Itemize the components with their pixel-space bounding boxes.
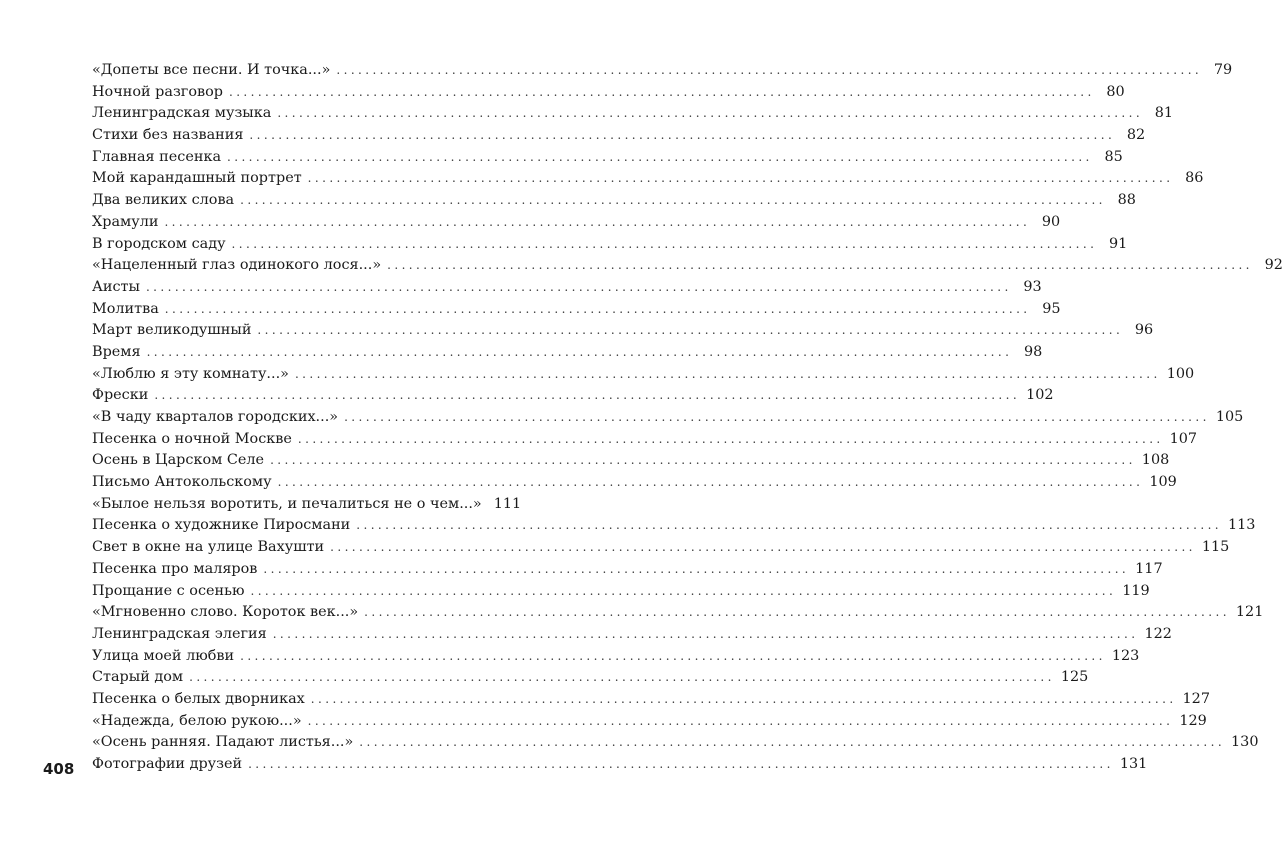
dot-leader: ........................................................................................................................ xyxy=(277,106,1144,121)
toc-entry xyxy=(92,494,522,516)
toc-entry-page: 117 xyxy=(1135,560,1163,577)
toc-entry-page: 125 xyxy=(1060,669,1089,686)
toc-entry-page: 82 xyxy=(1126,127,1146,144)
toc-entry-title: «Надежда, белою рукою...» xyxy=(92,712,302,729)
dot-leader: ........................................................................................................................ xyxy=(356,518,1222,533)
toc-entry-title: «Нацеленный глаз одинокого лося...» xyxy=(92,257,382,274)
toc-entry xyxy=(92,515,1256,537)
toc-entry-title: Свет в окне на улице Вахушти xyxy=(92,539,325,556)
toc-entry-page: 122 xyxy=(1144,625,1172,642)
toc-entry-page: 79 xyxy=(1213,62,1233,78)
dot-leader: ........................................................................................................................ xyxy=(146,344,1013,359)
dot-leader: ........................................................................................................................ xyxy=(294,366,1161,381)
dot-leader: ........................................................................................................................ xyxy=(145,279,1012,294)
toc-entry-title: «Люблю я эту комнату...» xyxy=(92,365,289,382)
toc-entry xyxy=(92,581,1150,603)
toc-entry-page: 130 xyxy=(1231,734,1259,751)
toc-entry-page: 131 xyxy=(1119,756,1148,772)
dot-leader: ........................................................................................................................ xyxy=(228,84,1095,99)
toc-entry xyxy=(92,60,1233,82)
toc-entry-title: «Былое нельзя воротить, и печалиться не о чем...» xyxy=(92,495,482,512)
toc-entry-title: Фрески xyxy=(92,387,149,404)
toc-entry-page: 109 xyxy=(1149,474,1177,491)
toc-entry-title: Ленинградская элегия xyxy=(92,625,267,642)
toc-entry xyxy=(92,537,1230,559)
toc-entry xyxy=(92,472,1177,494)
toc-entry-title: Мой карандашный портрет xyxy=(92,170,302,187)
toc-entry-page: 95 xyxy=(1042,300,1061,317)
dot-leader: ........................................................................................................................ xyxy=(336,63,1203,77)
dot-leader: ........................................................................................................................ xyxy=(263,561,1130,576)
toc-entry-title: «В чаду кварталов городских...» xyxy=(92,409,339,425)
dot-leader: ........................................................................................................................ xyxy=(227,149,1093,164)
dot-leader: ........................................................................................................................ xyxy=(277,475,1144,490)
toc-entry-title: Песенка о белых дворниках xyxy=(92,690,305,707)
toc-entry xyxy=(92,559,1163,581)
toc-entry-page: 93 xyxy=(1023,278,1042,295)
toc-entry xyxy=(92,667,1089,689)
dot-leader: ........................................................................................................................ xyxy=(164,214,1031,229)
toc-entry xyxy=(92,624,1172,646)
dot-leader: ........................................................................................................................ xyxy=(330,540,1196,555)
toc-entry-page: 123 xyxy=(1111,647,1140,664)
toc-entry-title: Два великих слова xyxy=(92,192,235,209)
toc-entry-title: Песенка о ночной Москве xyxy=(92,430,292,447)
toc-entry-page: 102 xyxy=(1026,387,1054,404)
toc-entry xyxy=(92,125,1146,147)
dot-leader: ........................................................................................................................ xyxy=(154,388,1021,403)
dot-leader: ........................................................................................................................ xyxy=(164,301,1031,316)
toc-entry-title: Стихи без названия xyxy=(92,127,244,144)
toc-entry-title: Песенка о художнике Пиросмани xyxy=(92,517,351,534)
toc-entry-title: «Осень ранняя. Падают листья...» xyxy=(92,734,354,751)
dot-leader: ........................................................................................................................ xyxy=(189,670,1055,685)
toc-entry-page: 90 xyxy=(1041,213,1061,230)
dot-leader: ........................................................................................................................ xyxy=(359,735,1226,750)
toc-entry-page: 88 xyxy=(1117,192,1136,209)
toc-entry-title: Письмо Антокольскому xyxy=(92,474,272,491)
toc-entry-title: Молитва xyxy=(92,300,159,317)
dot-leader: ........................................................................................................................ xyxy=(364,605,1230,620)
toc-entry-title: «Допеты все песни. И точка...» xyxy=(92,62,331,78)
toc-entry-page: 121 xyxy=(1235,604,1264,621)
toc-entry-title: Ночной разговор xyxy=(92,83,223,100)
dot-leader: ........................................................................................................................ xyxy=(387,258,1253,273)
toc-entry-page: 115 xyxy=(1201,539,1230,556)
dot-leader: ........................................................................................................................ xyxy=(250,583,1117,598)
toc-entry xyxy=(92,255,1283,277)
toc-entry-page: 119 xyxy=(1122,582,1150,599)
dot-leader: ........................................................................................................................ xyxy=(310,691,1177,706)
toc-entry-page: 113 xyxy=(1228,517,1256,534)
toc-entry xyxy=(92,646,1140,668)
toc-entry xyxy=(92,732,1259,754)
dot-leader: ........................................................................................................................ xyxy=(248,757,1114,771)
table-of-contents xyxy=(92,60,1283,776)
toc-entry xyxy=(92,299,1061,321)
toc-entry xyxy=(92,147,1123,169)
toc-entry-page: 98 xyxy=(1024,343,1043,360)
dot-leader: ........................................................................................................................ xyxy=(249,128,1116,143)
dot-leader: ........................................................................................................................ xyxy=(240,648,1106,663)
toc-entry-title: Главная песенка xyxy=(92,148,222,165)
dot-leader: ........................................................................................................................ xyxy=(257,323,1124,338)
toc-entry-page: 108 xyxy=(1141,452,1170,469)
toc-entry xyxy=(92,754,1148,776)
toc-entry-title: Время xyxy=(92,343,141,360)
toc-entry-title: В городском саду xyxy=(92,235,226,252)
dot-leader: ........................................................................................................................ xyxy=(231,236,1098,251)
toc-entry-page: 92 xyxy=(1264,257,1283,274)
toc-entry-title: Ленинградская музыка xyxy=(92,105,272,122)
toc-entry-title: Старый дом xyxy=(92,669,184,686)
toc-entry-title: Песенка про маляров xyxy=(92,560,258,577)
dot-leader: ........................................................................................................................ xyxy=(307,713,1174,728)
toc-entry-page: 129 xyxy=(1179,712,1207,729)
toc-entry xyxy=(92,689,1210,711)
toc-entry-title: Фотографии друзей xyxy=(92,756,243,772)
toc-entry xyxy=(92,212,1061,234)
toc-entry-title: Март великодушный xyxy=(92,322,252,339)
toc-entry-page: 86 xyxy=(1185,170,1204,187)
toc-entry-page: 81 xyxy=(1154,105,1174,122)
toc-entry-page: 91 xyxy=(1108,235,1128,252)
dot-leader: ........................................................................................................................ xyxy=(344,410,1210,424)
toc-entry xyxy=(92,320,1154,342)
toc-entry xyxy=(92,82,1125,104)
toc-entry xyxy=(92,277,1042,299)
page-number: 408 xyxy=(43,760,75,778)
toc-entry-page: 105 xyxy=(1215,409,1244,425)
dot-leader: ........................................................................................................................ xyxy=(240,193,1106,208)
toc-entry-title: Храмули xyxy=(92,213,159,230)
toc-entry xyxy=(92,342,1043,364)
dot-leader: ........................................................................................................................ xyxy=(272,626,1139,641)
toc-entry xyxy=(92,364,1195,386)
toc-entry xyxy=(92,168,1204,190)
toc-entry xyxy=(92,450,1170,472)
toc-entry-page: 80 xyxy=(1106,83,1125,100)
toc-entry-title: Прощание с осенью xyxy=(92,582,245,599)
toc-entry-page: 111 xyxy=(493,495,522,512)
toc-entry xyxy=(92,429,1198,451)
toc-entry xyxy=(92,234,1128,256)
toc-entry xyxy=(92,711,1207,733)
toc-entry xyxy=(92,103,1174,125)
dot-leader: ........................................................................................................................ xyxy=(307,171,1174,186)
toc-entry-page: 85 xyxy=(1104,148,1123,165)
toc-entry xyxy=(92,407,1244,429)
toc-entry-title: «Мгновенно слово. Короток век...» xyxy=(92,604,359,621)
toc-entry xyxy=(92,602,1264,624)
toc-entry-title: Осень в Царском Селе xyxy=(92,452,265,469)
dot-leader: ........................................................................................................................ xyxy=(297,431,1164,446)
dot-leader: ........................................................................................................................ xyxy=(270,453,1136,468)
toc-entry xyxy=(92,190,1136,212)
toc-entry xyxy=(92,385,1054,407)
toc-entry-page: 127 xyxy=(1182,690,1210,707)
toc-entry-page: 100 xyxy=(1166,365,1195,382)
toc-entry-title: Улица моей любви xyxy=(92,647,235,664)
toc-entry-title: Аисты xyxy=(92,278,140,295)
toc-entry-page: 96 xyxy=(1134,322,1154,339)
toc-entry-page: 107 xyxy=(1169,430,1198,447)
